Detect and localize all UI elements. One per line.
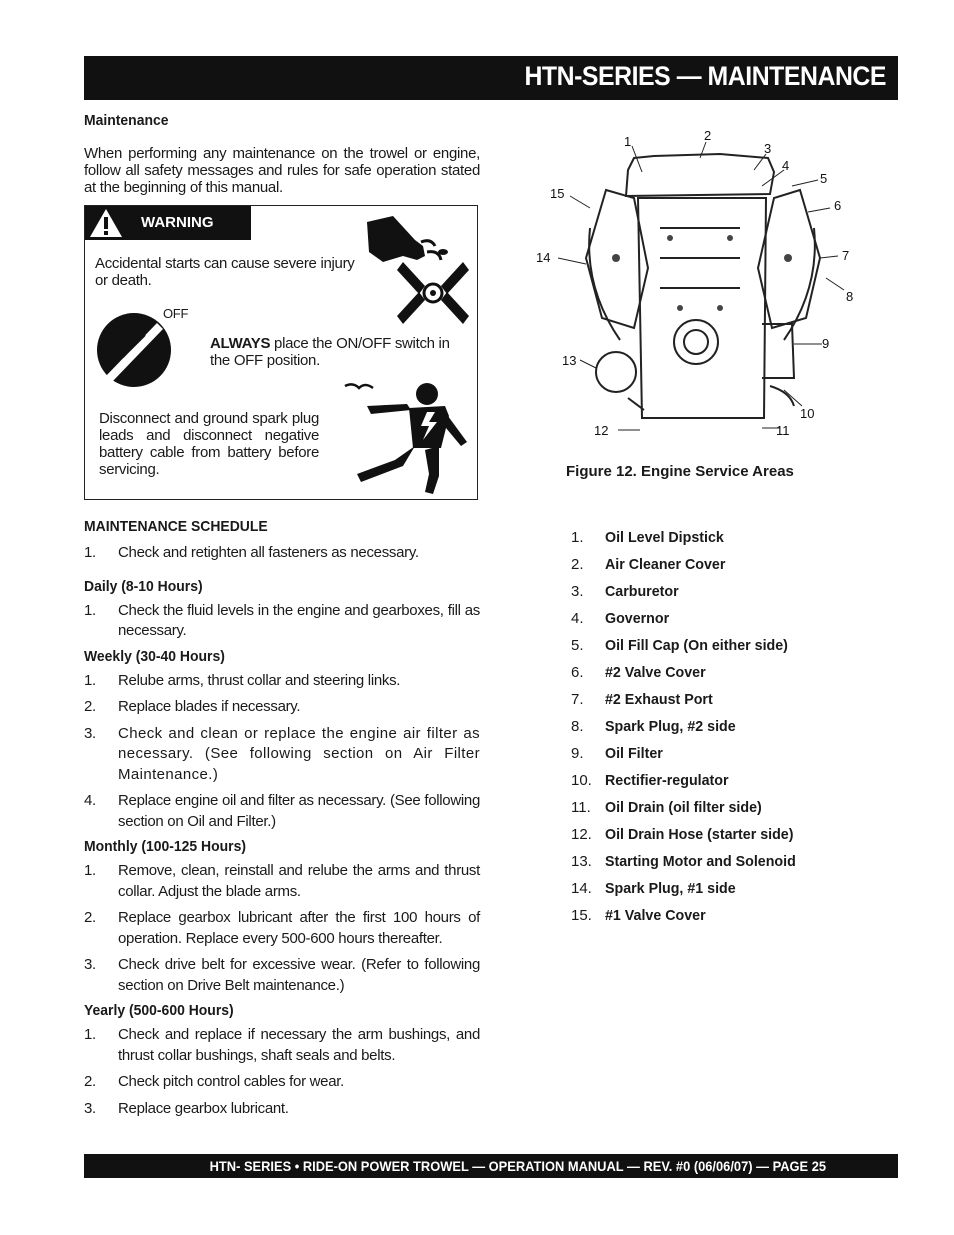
legend-number: 15.	[571, 907, 592, 924]
item-text: Replace gearbox lubricant after the first 100 hours of operation. Replace every 500-600 hours thereafter.	[118, 909, 480, 947]
legend-item	[571, 794, 806, 821]
intro-body: When performing any maintenance on the trowel or engine, follow all safety messages and rules for safe operation stated at the beginning of this manual.	[84, 145, 480, 196]
legend-item	[571, 524, 806, 551]
item-text: Check drive belt for excessive wear. (Refer to following section on Drive Belt maintenance.)	[118, 956, 480, 994]
fan-hand-hazard-icon	[363, 212, 473, 330]
list-item	[84, 955, 480, 996]
list-item	[84, 908, 480, 949]
warning-box	[84, 205, 478, 500]
legend-number: 10.	[571, 772, 592, 789]
legend-number: 1.	[571, 529, 584, 546]
warning-triangle-icon	[89, 208, 123, 238]
legend-label: Oil Fill Cap (On either side)	[605, 637, 788, 654]
callout-3: 3	[764, 141, 772, 156]
list-item	[84, 1025, 480, 1066]
legend-item	[571, 551, 806, 578]
list-item	[84, 543, 480, 564]
item-text: Check and replace if necessary the arm bushings, and thrust collar bushings, shaft seals and belts.	[118, 1026, 480, 1064]
list-item	[84, 861, 480, 902]
legend-number: 12.	[571, 826, 592, 843]
item-number: 4.	[84, 792, 96, 809]
item-text: Replace gearbox lubricant.	[118, 1099, 289, 1117]
legend-item	[571, 713, 806, 740]
legend-label: Starting Motor and Solenoid	[605, 853, 796, 870]
legend-item	[571, 578, 806, 605]
legend-item	[571, 740, 806, 767]
legend-item	[571, 848, 806, 875]
item-number: 2.	[84, 1073, 96, 1090]
legend-label: Carburetor	[605, 583, 679, 600]
list-item	[84, 724, 480, 786]
legend-label: Rectifier-regulator	[605, 772, 729, 789]
figure-caption: Figure 12. Engine Service Areas	[566, 463, 794, 480]
item-number: 2.	[84, 909, 96, 926]
callout-6: 6	[834, 198, 842, 213]
callout-8: 8	[846, 289, 854, 304]
warning-text-switch	[210, 335, 472, 369]
legend-item	[571, 659, 806, 686]
service-areas-legend	[571, 524, 806, 929]
warning-text-disconnect: Disconnect and ground spark plug leads and disconnect negative battery cable from battery before servicing.	[99, 410, 319, 478]
page-title: HTN-SERIES — MAINTENANCE	[524, 61, 886, 91]
legend-label: Spark Plug, #1 side	[605, 880, 736, 897]
callout-14: 14	[536, 250, 551, 265]
off-switch-icon	[95, 311, 173, 389]
maintenance-schedule	[84, 518, 480, 1119]
list-item	[84, 1072, 480, 1093]
legend-item	[571, 821, 806, 848]
legend-label: #2 Valve Cover	[605, 664, 706, 681]
item-number: 1.	[84, 601, 96, 619]
item-number: 3.	[84, 956, 96, 973]
weekly-heading: Weekly (30-40 Hours)	[84, 647, 225, 665]
legend-label: Oil Drain Hose (starter side)	[605, 826, 794, 843]
legend-label: Air Cleaner Cover	[605, 556, 726, 573]
item-number: 1.	[84, 862, 96, 879]
legend-label: Oil Filter	[605, 745, 663, 762]
item-number: 1.	[84, 544, 96, 561]
item-text: Check pitch control cables for wear.	[118, 1073, 344, 1090]
item-number: 1.	[84, 1026, 96, 1043]
legend-number: 8.	[571, 718, 584, 735]
legend-label: Oil Level Dipstick	[605, 529, 724, 546]
monthly-heading: Monthly (100-125 Hours)	[84, 838, 247, 855]
warning-text-injury: Accidental starts can cause severe injury or death.	[95, 255, 355, 289]
always-text: ALWAYS	[210, 335, 271, 352]
legend-label: Spark Plug, #2 side	[605, 718, 736, 735]
callout-4: 4	[782, 158, 790, 173]
off-label: OFF	[163, 306, 189, 321]
item-text: Check and retighten all fasteners as necessary.	[118, 544, 419, 561]
item-text: Replace engine oil and filter as necessary. (See following section on Oil and Filter.)	[118, 792, 480, 830]
callout-13: 13	[562, 353, 577, 368]
yearly-heading: Yearly (500-600 Hours)	[84, 1002, 234, 1019]
item-number: 1.	[84, 671, 96, 689]
legend-item	[571, 767, 806, 794]
legend-number: 5.	[571, 637, 584, 654]
item-number: 3.	[84, 724, 96, 742]
list-item	[84, 671, 480, 692]
item-text: Replace blades if necessary.	[118, 698, 301, 715]
page-footer	[84, 1154, 898, 1178]
list-item	[84, 791, 480, 832]
always-rest-text: place the ON/OFF switch in the OFF position.	[210, 335, 450, 369]
engine-service-diagram	[530, 128, 860, 448]
legend-label: Governor	[605, 610, 670, 627]
legend-label: #2 Exhaust Port	[605, 691, 713, 708]
legend-item	[571, 686, 806, 713]
callout-12: 12	[594, 423, 609, 438]
callout-9: 9	[822, 336, 830, 351]
intro-section	[84, 112, 480, 196]
item-number: 3.	[84, 1099, 96, 1117]
schedule-heading: MAINTENANCE SCHEDULE	[84, 518, 268, 535]
callout-11: 11	[776, 423, 790, 438]
page-header	[84, 56, 898, 100]
daily-heading: Daily (8-10 Hours)	[84, 577, 203, 595]
legend-item	[571, 632, 806, 659]
electric-shock-icon	[341, 382, 471, 494]
legend-item	[571, 605, 806, 632]
callout-10: 10	[800, 406, 815, 421]
callout-7: 7	[842, 248, 850, 263]
legend-label: #1 Valve Cover	[605, 907, 706, 924]
warning-tab	[85, 206, 251, 240]
callout-5: 5	[820, 171, 828, 186]
item-text: Check and clean or replace the engine air filter as necessary. (See following section on Air Filter Maintenance.)	[118, 724, 480, 783]
item-number: 2.	[84, 698, 96, 715]
legend-number: 13.	[571, 853, 592, 870]
legend-number: 2.	[571, 556, 584, 573]
item-text: Check the fluid levels in the engine and gearboxes, fill as necessary.	[118, 601, 480, 639]
legend-number: 9.	[571, 745, 584, 762]
item-text: Remove, clean, reinstall and relube the arms and thrust collar. Adjust the blade arms.	[118, 862, 480, 900]
legend-number: 3.	[571, 583, 584, 600]
list-item	[84, 697, 480, 718]
legend-item	[571, 875, 806, 902]
legend-number: 7.	[571, 691, 584, 708]
legend-number: 6.	[571, 664, 584, 681]
item-text: Relube arms, thrust collar and steering links.	[118, 671, 401, 689]
intro-heading: Maintenance	[84, 112, 169, 129]
callout-1: 1	[624, 134, 632, 149]
warning-label: WARNING	[141, 214, 214, 231]
legend-number: 14.	[571, 880, 592, 897]
list-item	[84, 601, 480, 642]
legend-number: 11.	[571, 799, 591, 816]
callout-2: 2	[704, 128, 712, 143]
callout-15: 15	[550, 186, 565, 201]
footer-text: HTN- SERIES • RIDE-ON POWER TROWEL — OPERATION MANUAL — REV. #0 (06/06/07) — PAGE 25	[209, 1158, 826, 1174]
legend-item	[571, 902, 806, 929]
list-item	[84, 1099, 480, 1120]
legend-label: Oil Drain (oil filter side)	[605, 799, 762, 816]
legend-number: 4.	[571, 610, 584, 627]
